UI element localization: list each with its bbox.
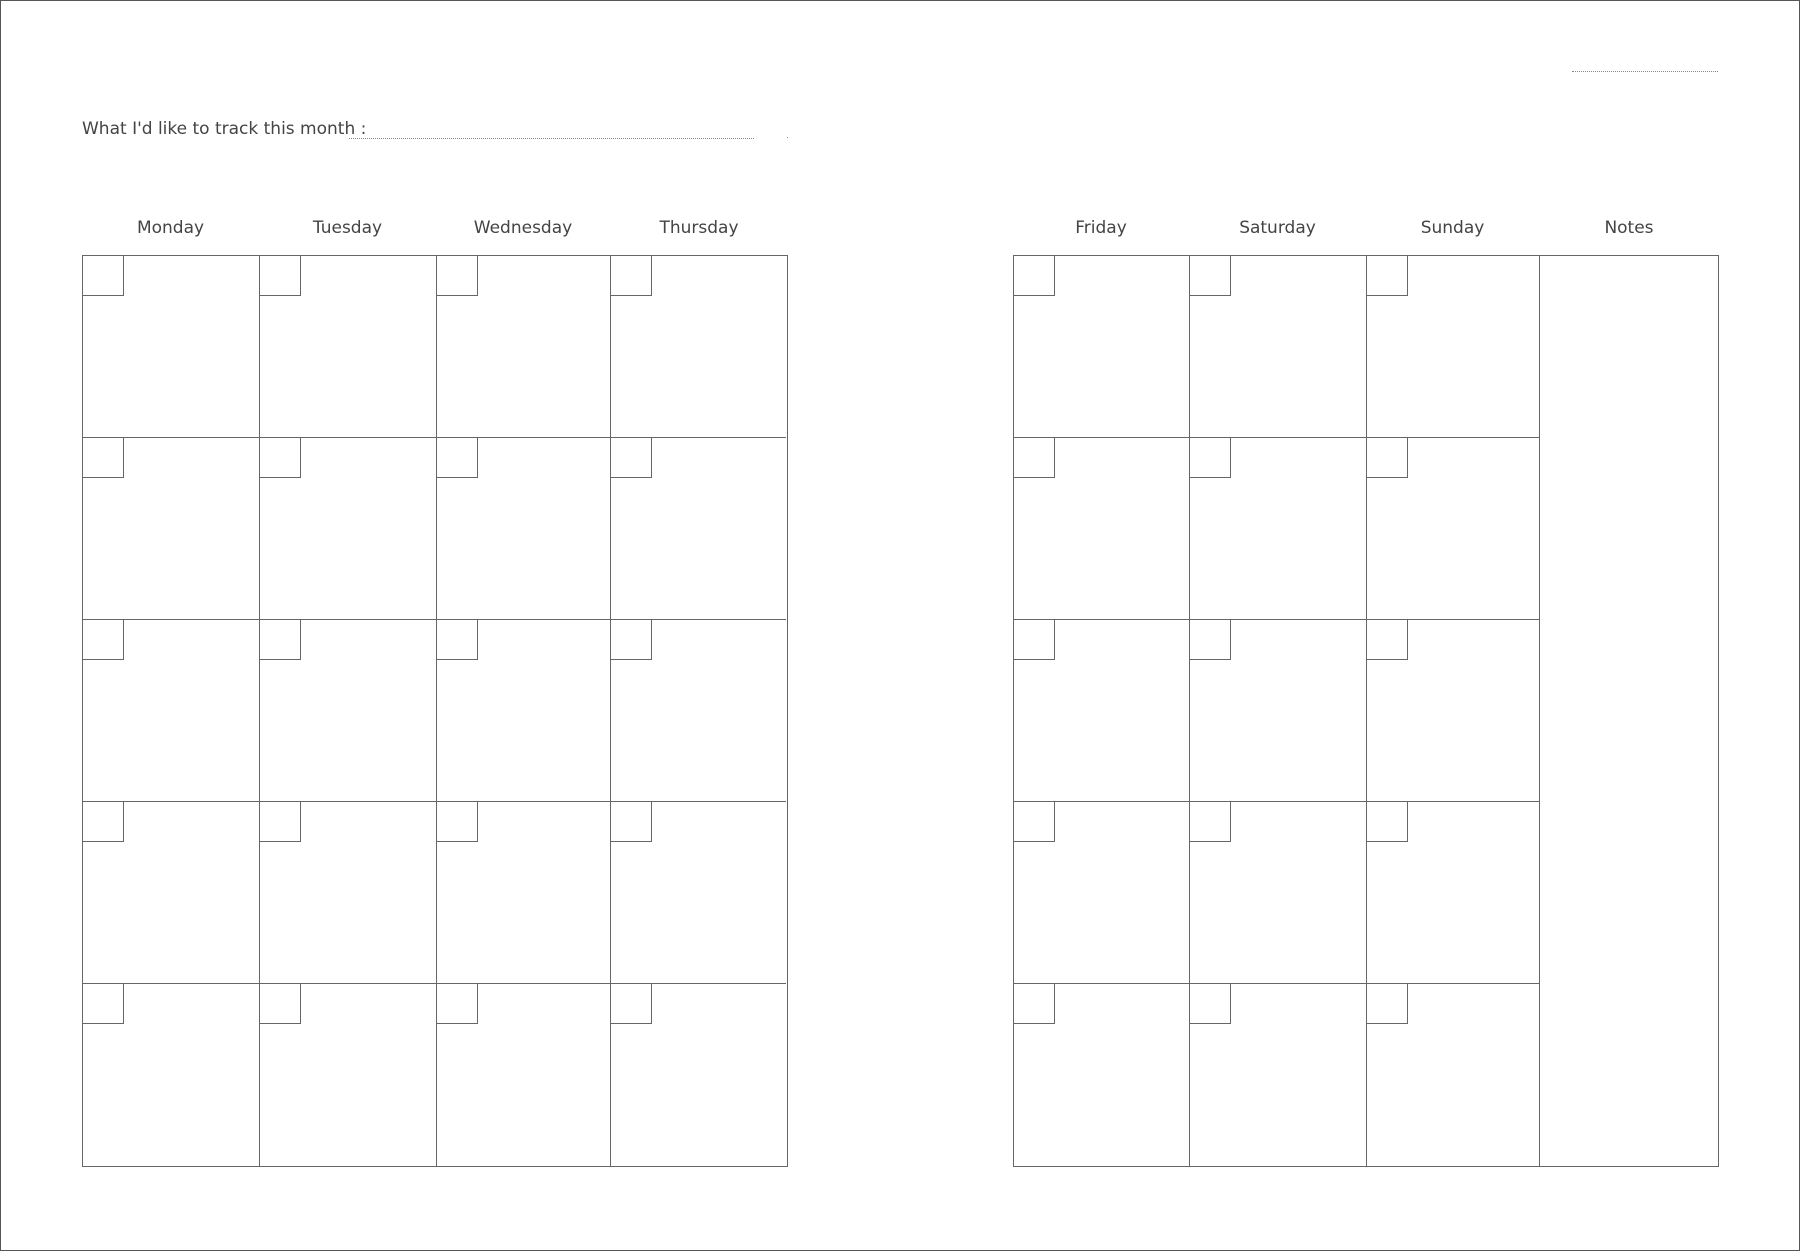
day-cell[interactable]	[260, 438, 437, 620]
day-checkbox[interactable]	[1190, 438, 1231, 478]
notes-area[interactable]	[1540, 256, 1717, 1166]
header-sunday: Sunday	[1420, 218, 1485, 238]
header-thursday: Thursday	[659, 218, 739, 238]
day-checkbox[interactable]	[611, 256, 652, 296]
day-checkbox[interactable]	[260, 984, 301, 1024]
header-notes: Notes	[1604, 218, 1654, 238]
day-checkbox[interactable]	[1367, 256, 1408, 296]
day-cell[interactable]	[437, 256, 611, 438]
day-cell[interactable]	[1014, 984, 1190, 1166]
month-title-line[interactable]	[1572, 71, 1718, 72]
track-input-line[interactable]	[349, 138, 754, 139]
header-monday: Monday	[136, 218, 205, 238]
day-cell[interactable]	[260, 256, 437, 438]
day-cell[interactable]	[1014, 620, 1190, 802]
day-checkbox[interactable]	[83, 256, 124, 296]
day-cell[interactable]	[83, 984, 260, 1166]
header-saturday: Saturday	[1239, 218, 1316, 238]
day-checkbox[interactable]	[437, 984, 478, 1024]
day-cell[interactable]	[260, 984, 437, 1166]
day-checkbox[interactable]	[83, 620, 124, 660]
day-checkbox[interactable]	[1367, 438, 1408, 478]
track-prompt-label: What I'd like to track this month :	[82, 119, 367, 139]
day-cell[interactable]	[1014, 438, 1190, 620]
day-checkbox[interactable]	[1190, 256, 1231, 296]
day-checkbox[interactable]	[611, 984, 652, 1024]
day-cell[interactable]	[611, 620, 786, 802]
day-cell[interactable]	[1014, 256, 1190, 438]
day-cell[interactable]	[611, 802, 786, 984]
day-cell[interactable]	[1367, 438, 1540, 620]
calendar-grid-left	[82, 255, 788, 1167]
day-cell[interactable]	[83, 620, 260, 802]
day-checkbox[interactable]	[1014, 256, 1055, 296]
header-tuesday: Tuesday	[312, 218, 383, 238]
day-checkbox[interactable]	[260, 620, 301, 660]
day-checkbox[interactable]	[1367, 802, 1408, 842]
track-line-end-dot	[787, 137, 788, 138]
day-cell[interactable]	[260, 802, 437, 984]
day-cell[interactable]	[611, 438, 786, 620]
day-cell[interactable]	[83, 256, 260, 438]
day-checkbox[interactable]	[437, 620, 478, 660]
day-cell[interactable]	[1190, 802, 1367, 984]
day-cell[interactable]	[1014, 802, 1190, 984]
day-checkbox[interactable]	[437, 802, 478, 842]
day-cell[interactable]	[1367, 256, 1540, 438]
day-cell[interactable]	[1367, 802, 1540, 984]
day-cell[interactable]	[1190, 438, 1367, 620]
header-friday: Friday	[1075, 218, 1127, 238]
day-checkbox[interactable]	[611, 620, 652, 660]
day-checkbox[interactable]	[83, 984, 124, 1024]
day-checkbox[interactable]	[1014, 620, 1055, 660]
day-checkbox[interactable]	[83, 802, 124, 842]
day-cell[interactable]	[437, 984, 611, 1166]
day-checkbox[interactable]	[1367, 984, 1408, 1024]
day-checkbox[interactable]	[1190, 620, 1231, 660]
day-cell[interactable]	[611, 256, 786, 438]
day-cell[interactable]	[437, 438, 611, 620]
day-cell[interactable]	[260, 620, 437, 802]
day-checkbox[interactable]	[1190, 984, 1231, 1024]
day-cell[interactable]	[83, 438, 260, 620]
day-checkbox[interactable]	[611, 802, 652, 842]
day-checkbox[interactable]	[260, 802, 301, 842]
day-checkbox[interactable]	[260, 256, 301, 296]
day-cell[interactable]	[1190, 256, 1367, 438]
day-checkbox[interactable]	[260, 438, 301, 478]
day-cell[interactable]	[437, 620, 611, 802]
day-checkbox[interactable]	[1190, 802, 1231, 842]
day-cell[interactable]	[437, 802, 611, 984]
day-checkbox[interactable]	[83, 438, 124, 478]
day-checkbox[interactable]	[1014, 984, 1055, 1024]
day-cell[interactable]	[611, 984, 786, 1166]
header-wednesday: Wednesday	[473, 218, 573, 238]
day-checkbox[interactable]	[1367, 620, 1408, 660]
day-checkbox[interactable]	[437, 438, 478, 478]
day-cell[interactable]	[1190, 620, 1367, 802]
day-cell[interactable]	[83, 802, 260, 984]
day-checkbox[interactable]	[437, 256, 478, 296]
day-checkbox[interactable]	[1014, 438, 1055, 478]
day-checkbox[interactable]	[1014, 802, 1055, 842]
day-cell[interactable]	[1190, 984, 1367, 1166]
calendar-grid-right	[1013, 255, 1719, 1167]
day-cell[interactable]	[1367, 620, 1540, 802]
day-cell[interactable]	[1367, 984, 1540, 1166]
day-checkbox[interactable]	[611, 438, 652, 478]
